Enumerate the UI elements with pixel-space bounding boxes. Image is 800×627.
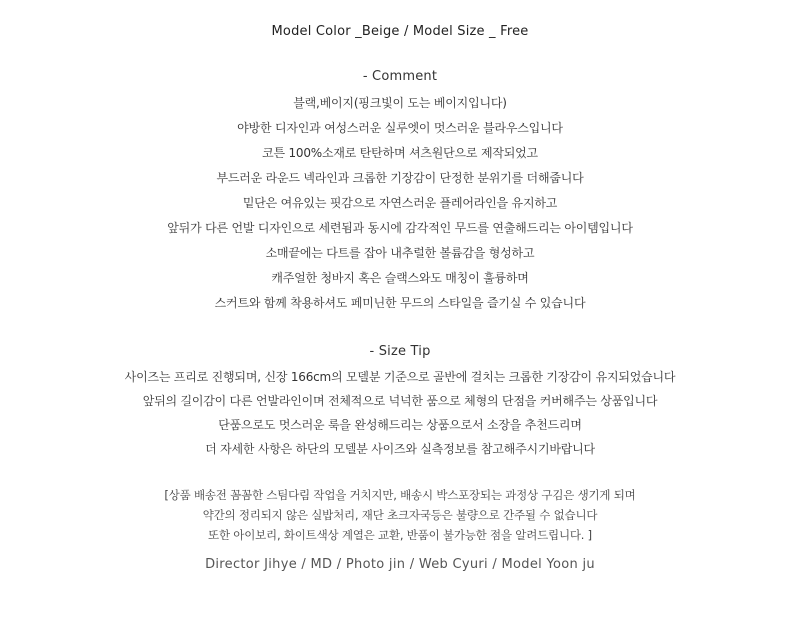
comment-line: 부드러운 라운드 넥라인과 크롭한 기장감이 단정한 분위기를 더해줍니다 [216,171,584,185]
comment-line: 코튼 100%소재로 탄탄하며 셔츠원단으로 제작되었고 [262,146,538,160]
comment-line: 야방한 디자인과 여성스러운 실루엣이 멋스러운 블라우스입니다 [237,121,563,135]
comment-line: 캐주얼한 청바지 혹은 슬랙스와도 매칭이 훌륭하며 [271,271,529,285]
size-tip-line: 더 자세한 사항은 하단의 모델분 사이즈와 실측정보를 참고해주시기바랍니다 [205,442,595,456]
comment-line: 앞뒤가 다른 언발 디자인으로 세련됨과 동시에 감각적인 무드를 연출해드리는 아이템입니다 [167,221,633,235]
comment-line: 소매끝에는 다트를 잡아 내추럴한 볼륨감을 형성하고 [265,246,535,260]
size-tip-line: 단품으로도 멋스러운 룩을 완성해드리는 상품으로서 소장을 추천드리며 [218,418,582,432]
size-tip-line: 앞뒤의 길이감이 다른 언발라인이며 전체적으로 넉넉한 품으로 체형의 단점을 커버해주는 상품입니다 [142,394,658,408]
model-info: Model Color _Beige / Model Size _ Free [271,24,529,39]
notice-line: 약간의 정리되지 않은 실밥처리, 재단 초크자국등은 불량으로 간주될 수 없습니다 [202,508,598,522]
comment-line: 스커트와 함께 착용하셔도 페미닌한 무드의 스타일을 즐기실 수 있습니다 [214,296,586,310]
comment-line: 블랙,베이지(핑크빛이 도는 베이지입니다) [293,96,507,110]
notice-line: [상품 배송전 꼼꼼한 스팀다림 작업을 거치지만, 배송시 박스포장되는 과정상 구김은 생기게 되며 [164,488,636,502]
credits: Director Jihye / MD / Photo jin / Web Cyuri / Model Yoon ju [205,557,595,572]
size-tip-heading: - Size Tip [369,344,431,359]
comment-line: 밑단은 여유있는 핏감으로 자연스러운 플레어라인을 유지하고 [242,196,558,210]
notice-line: 또한 아이보리, 화이트색상 계열은 교환, 반품이 불가능한 점을 알려드립니다. ] [208,528,592,542]
size-tip-line: 사이즈는 프리로 진행되며, 신장 166cm의 모델분 기준으로 골반에 걸치는 크롭한 기장감이 유지되었습니다 [124,370,676,384]
comment-heading: - Comment [362,69,438,84]
